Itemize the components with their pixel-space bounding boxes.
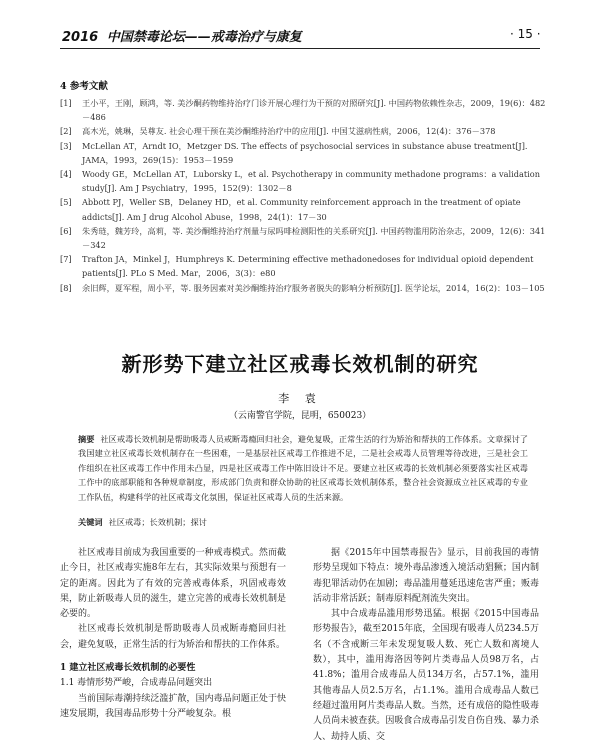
- reference-item: [60, 252, 550, 280]
- reference-number: [7]: [60, 254, 72, 265]
- reference-text: 高木光，姚琳，吴尊友. 社会心理干预在美沙酮维持治疗中的应用[J]. 中国艾滋病性病，2006，12(4)：376－378: [82, 126, 496, 137]
- reference-number: [8]: [60, 282, 72, 293]
- article-author: 李 袁: [278, 392, 322, 405]
- reference-text: Trafton JA，Minkel J，Humphreys K. Determining effective methadonedoses for individual opioid dependent patients[J]. PLo S Med. Mar，2006，3(3)：e80: [82, 254, 534, 279]
- reference-text: 王小平，王刚，顾鸿，等. 美沙酮药物维持治疗门诊开展心理行为干预的对照研究[J]. 中国药物依赖性杂志，2009，19(6)：482－486: [82, 98, 546, 123]
- body-paragraph: 其中合成毒品滥用形势迅猛。根据《2015中国毒品形势报告》，截至2015年底，全国现有吸毒人员234.5万名（不含戒断三年未发现复吸人数、死亡人数和离境人数），其中，滥用海洛因等阿片类毒品人员98万名，占41.8%；滥用合成毒品人员134万名，占57.1%，滥用其他毒品人员2.5万名，占1.1%。滥用合成毒品人数已经超过滥用阿片类毒品人数。当然，还有成倍的隐性吸毒人员尚未被查获。因吸食合成毒品引发自伤自残、暴力杀人、劫持人质、交: [313, 609, 539, 742]
- reference-number: [3]: [60, 140, 72, 151]
- header-journal-name: 中国禁毒论坛——戒毒治疗与康复: [106, 30, 302, 45]
- body-paragraph: 社区戒毒目前成为我国重要的一种戒毒模式。然而截止今日，社区戒毒实施8年左右，其实际效果与预想有一定的距离。因此为了有效的完善戒毒体系，巩固戒毒效果，防止新吸毒人员的滋生，建立完善的戒毒长效机制是必要的。: [60, 548, 286, 620]
- keywords: [78, 517, 528, 528]
- reference-item: [60, 167, 550, 195]
- reference-number: [1]: [60, 98, 72, 108]
- abstract: [78, 432, 528, 504]
- body-column-left: [60, 546, 286, 722]
- references-title: 4 参考文献: [60, 81, 108, 92]
- keywords-label: 关键词: [78, 517, 103, 527]
- reference-item: [60, 224, 550, 252]
- reference-item: [60, 139, 550, 167]
- author-affiliation: （云南警官学院，昆明，650023）: [228, 411, 372, 421]
- body-paragraph: 当前国际毒潮持续泛滥扩散，国内毒品问题正处于快速发展期，我国毒品形势十分严峻复杂。根: [60, 693, 286, 719]
- reference-text: Woody GE，McLellan AT，Luborsky L，et al. Psychotherapy in community methadone programs：a validation study[J]. Am J Psychiatry，1995，152(9)：1302－8: [82, 169, 540, 194]
- reference-text: 余旧辉，夏军程，周小平，等. 服务因素对美沙酮维持治疗服务者脱失的影响分析预防[J]. 医学论坛，2014，16(2)：103－105: [82, 282, 545, 293]
- reference-text: Abbott PJ，Weller SB，Delaney HD，et al. Community reinforcement approach in the treatment of opiate addicts[J]. Am J drug Alcohol Abuse，1998，24(1)：17－30: [82, 197, 521, 222]
- body-paragraph: 据《2015年中国禁毒报告》显示，目前我国的毒情形势呈现如下特点：境外毒品渗透入境活动猖獗；国内制毒犯罪活动仍在加剧；毒品滥用蔓延迅速危害严重；贩毒活动非常活跃；制毒原料配剂流失突出。: [313, 548, 539, 604]
- reference-item: [60, 96, 550, 124]
- reference-item: [60, 195, 550, 223]
- reference-item: [60, 281, 550, 295]
- article-title: 新形势下建立社区戒毒长效机制的研究: [121, 352, 479, 376]
- subsection-heading: 1.1 毒情形势严峻，合成毒品问题突出: [60, 678, 213, 689]
- reference-number: [6]: [60, 225, 72, 236]
- abstract-label: 摘要: [78, 434, 95, 444]
- header-divider: [60, 48, 540, 49]
- header-year: 2016: [62, 30, 99, 45]
- reference-number: [2]: [60, 126, 72, 137]
- reference-number: [4]: [60, 169, 72, 180]
- body-column-right: [313, 546, 539, 745]
- reference-item: [60, 124, 550, 138]
- references-section: [60, 78, 550, 295]
- section-heading: 1 建立社区戒毒长效机制的必要性: [60, 663, 196, 674]
- reference-text: McLellan AT，Arndt IO，Metzger DS. The effects of psychosocial services in substance abuse treatment[J]. JAMA，1993，269(15)：1953－1959: [82, 140, 528, 165]
- keywords-text: 社区戒毒；长效机制；探讨: [108, 517, 207, 527]
- abstract-text: 社区戒毒长效机制是帮助吸毒人员戒断毒瘾回归社会，避免复吸，正常生活的行为矫治和帮扶的工作体系。文章探讨了我国建立社区戒毒长效机制存在一些困难，一是基层社区戒毒工作推进不足，二是社会戒毒人员管理等待改进，三是社会工作组织在社区戒毒工作中作用未凸显，四是社区戒毒工作中陈旧设计不足。要建立社区戒毒的长效机制必须要落实社区戒毒工作中的底部职能和各种规章制度，形成部门负责和群众协助的社区戒毒长效机制体系，整合社会资源成立社区戒毒的专业工作队伍，构建科学的社区戒毒文化氛围，保证社区戒毒人员的生活来源。: [78, 434, 528, 502]
- reference-number: [5]: [60, 197, 72, 208]
- page-number: · 15 ·: [510, 27, 541, 41]
- header-journal: [62, 26, 302, 45]
- body-paragraph: 社区戒毒长效机制是帮助吸毒人员戒断毒瘾回归社会，避免复吸，正常生活的行为矫治和帮扶的工作体系。: [60, 624, 286, 650]
- reference-text: 朱秀琏，魏芳玲，高莉，等. 美沙酮维持治疗剂量与尿吗啡检测阳性的关系研究[J]. 中国药物滥用防治杂志，2009，12(6)：341－342: [82, 225, 546, 251]
- running-header: [0, 0, 600, 60]
